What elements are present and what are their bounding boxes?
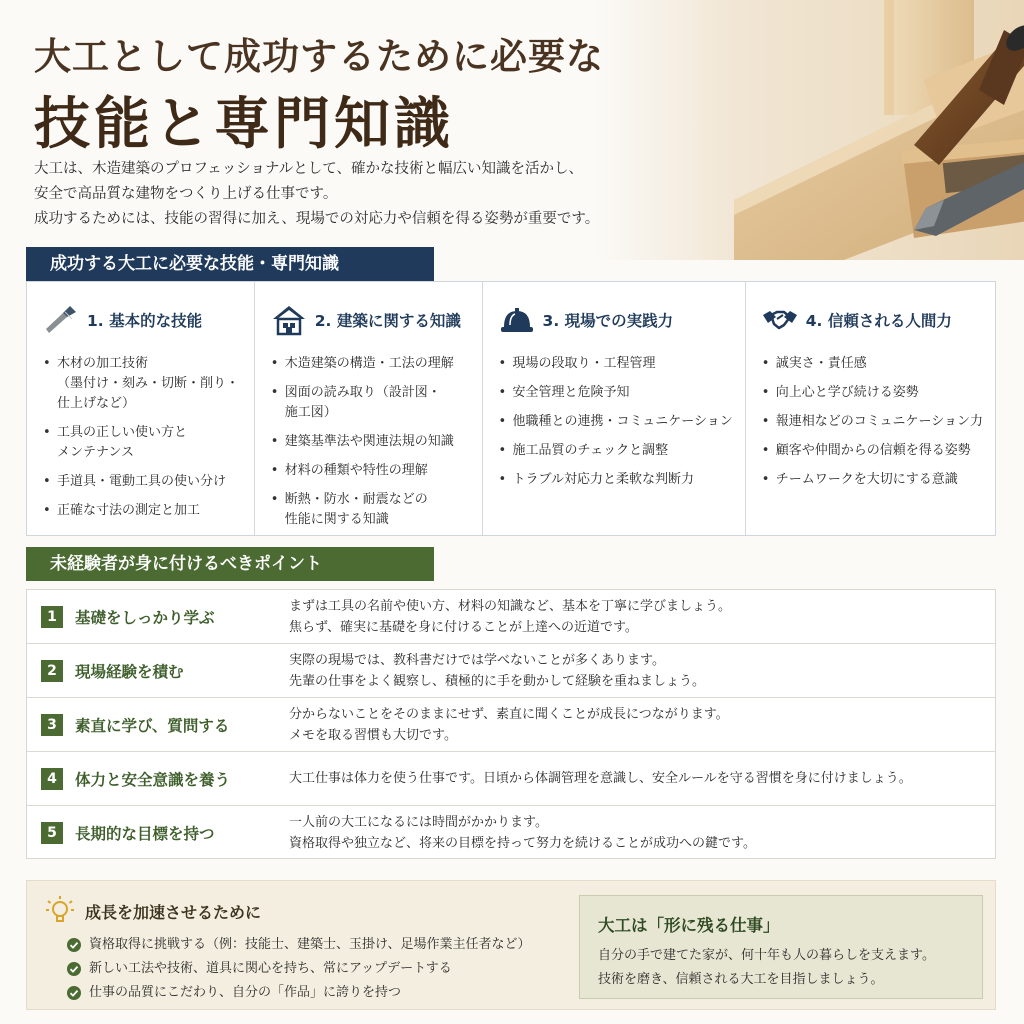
skill-item: • トラブル対応力と柔軟な判断力: [499, 470, 733, 490]
intro-line: 大工は、木造建築のプロフェッショナルとして、確かな技術と幅広い知識を活かし、: [34, 161, 583, 177]
check-circle-icon: [67, 938, 81, 952]
point-title: 体力と安全意識を養う: [75, 770, 231, 789]
growth-item: 新しい工法や技術、道具に関心を持ち、常にアップデートする: [67, 957, 530, 981]
growth-list: [67, 933, 530, 1005]
skill-item: • 他職種との連携・コミュニケーション: [499, 412, 733, 432]
point-description: 実際の現場では、教科書だけでは学べないことが多くあります。 先輩の仕事をよく観察し、積極的に手を動かして経験を重ねましょう。: [289, 652, 706, 689]
hero-banner: [0, 0, 1024, 260]
point-description: 大工仕事は体力を使う仕事です。日頃から体調管理を意識し、安全ルールを守る習慣を身に付けましょう。: [289, 771, 912, 786]
point-description: まずは工具の名前や使い方、材料の知識など、基本を丁寧に学びましょう。 焦らず、確実に基礎を身に付けることが上達への近道です。: [289, 598, 732, 635]
point-title: 長期的な目標を持つ: [75, 825, 215, 843]
check-circle-icon: [67, 962, 81, 976]
growth-title: 成長を加速させるために: [85, 902, 262, 922]
intro-text: [34, 157, 674, 232]
skill-item: • 現場の段取り・工程管理: [499, 354, 733, 374]
growth-item: 資格取得に挑戦する（例：技能士、建築士、玉掛け、足場作業主任者など）: [67, 933, 530, 957]
growth-header: [45, 895, 261, 927]
lightbulb-icon: [45, 895, 75, 927]
house-icon: [271, 303, 307, 337]
skill-header: [271, 300, 470, 340]
chisel-icon: [43, 303, 79, 337]
point-row: [27, 590, 995, 644]
quote-box: [579, 895, 983, 999]
skill-column-architecture: [255, 282, 483, 535]
point-title: 現場経験を積む: [75, 662, 184, 681]
skill-header: [43, 300, 242, 340]
skill-header: [499, 300, 733, 340]
point-number-badge: 5: [41, 822, 63, 844]
point-description: 分からないことをそのままにせず、素直に聞くことが成長につながります。 メモを取る習慣も大切です。: [289, 706, 729, 743]
skill-item: • 木材の加工技術 （墨付け・刻み・切断・削り・ 仕上げなど）: [43, 354, 242, 414]
skill-item: • 向上心と学び続ける姿勢: [762, 383, 983, 403]
intro-line: 安全で高品質な建物をつくり上げる仕事です。: [34, 186, 338, 202]
skill-item: • 工具の正しい使い方と メンテナンス: [43, 423, 242, 463]
point-number-badge: 3: [41, 714, 63, 736]
page-title-line1: 大工として成功するために必要な: [34, 35, 604, 78]
skill-item: • 手道具・電動工具の使い分け: [43, 472, 242, 492]
skill-item: • 誠実さ・責任感: [762, 354, 983, 374]
skill-title: 1. 基本的な技能: [87, 312, 203, 330]
point-number-badge: 4: [41, 768, 63, 790]
growth-item: 仕事の品質にこだわり、自分の「作品」に誇りを持つ: [67, 981, 530, 1005]
skill-item: • 安全管理と危険予知: [499, 383, 733, 403]
skill-item: • チームワークを大切にする意識: [762, 470, 983, 490]
skills-grid: [26, 281, 996, 536]
skill-item: • 材料の種類や特性の理解: [271, 461, 470, 481]
skill-item: • 施工品質のチェックと調整: [499, 441, 733, 461]
point-row: [27, 644, 995, 698]
skill-item: • 正確な寸法の測定と加工: [43, 501, 242, 521]
skill-header: [762, 300, 983, 340]
handshake-icon: [762, 303, 798, 337]
point-description: 一人前の大工になるには時間がかかります。 資格取得や独立など、将来の目標を持って努力を続けることが成功への鍵です。: [289, 815, 756, 851]
quote-text: 自分の手で建てた家が、何十年も人の暮らしを支えます。 技術を磨き、信頼される大工を目指しましょう。: [598, 948, 935, 987]
intro-line: 成功するためには、技能の習得に加え、現場での対応力や信頼を得る姿勢が重要です。: [34, 211, 600, 227]
point-row: [27, 698, 995, 752]
skill-title: 2. 建築に関する知識: [314, 312, 461, 330]
skill-item: • 断熱・防水・耐震などの 性能に関する知識: [271, 490, 470, 530]
skill-item: • 建築基準法や関連法規の知識: [271, 432, 470, 452]
points-table: [26, 589, 996, 859]
skill-item: • 報連相などのコミュニケーション力: [762, 412, 983, 432]
quote-title: 大工は「形に残る仕事」: [598, 916, 780, 935]
skill-item: • 顧客や仲間からの信頼を得る姿勢: [762, 441, 983, 461]
point-title: 基礎をしっかり学ぶ: [75, 608, 215, 627]
page-title-line2: 技能と専門知識: [34, 92, 454, 157]
skill-column-practice: [483, 282, 746, 535]
point-number-badge: 2: [41, 660, 63, 682]
skill-column-basic: [27, 282, 255, 535]
skills-section-heading: 成功する大工に必要な技能・専門知識: [26, 247, 434, 281]
skill-title: 3. 現場での実践力: [542, 312, 674, 330]
skill-item: • 図面の読み取り（設計図・ 施工図）: [271, 383, 470, 423]
skill-item: • 木造建築の構造・工法の理解: [271, 354, 470, 374]
skill-title: 4. 信頼される人間力: [805, 312, 952, 330]
helmet-icon: [499, 303, 535, 337]
growth-panel: [26, 880, 996, 1010]
check-circle-icon: [67, 986, 81, 1000]
point-number-badge: 1: [41, 606, 63, 628]
point-row: [27, 752, 995, 806]
point-row: [27, 806, 995, 860]
points-section-heading: 未経験者が身に付けるべきポイント: [26, 547, 434, 581]
skill-column-character: [746, 282, 995, 535]
point-title: 素直に学び、質問する: [75, 716, 230, 735]
